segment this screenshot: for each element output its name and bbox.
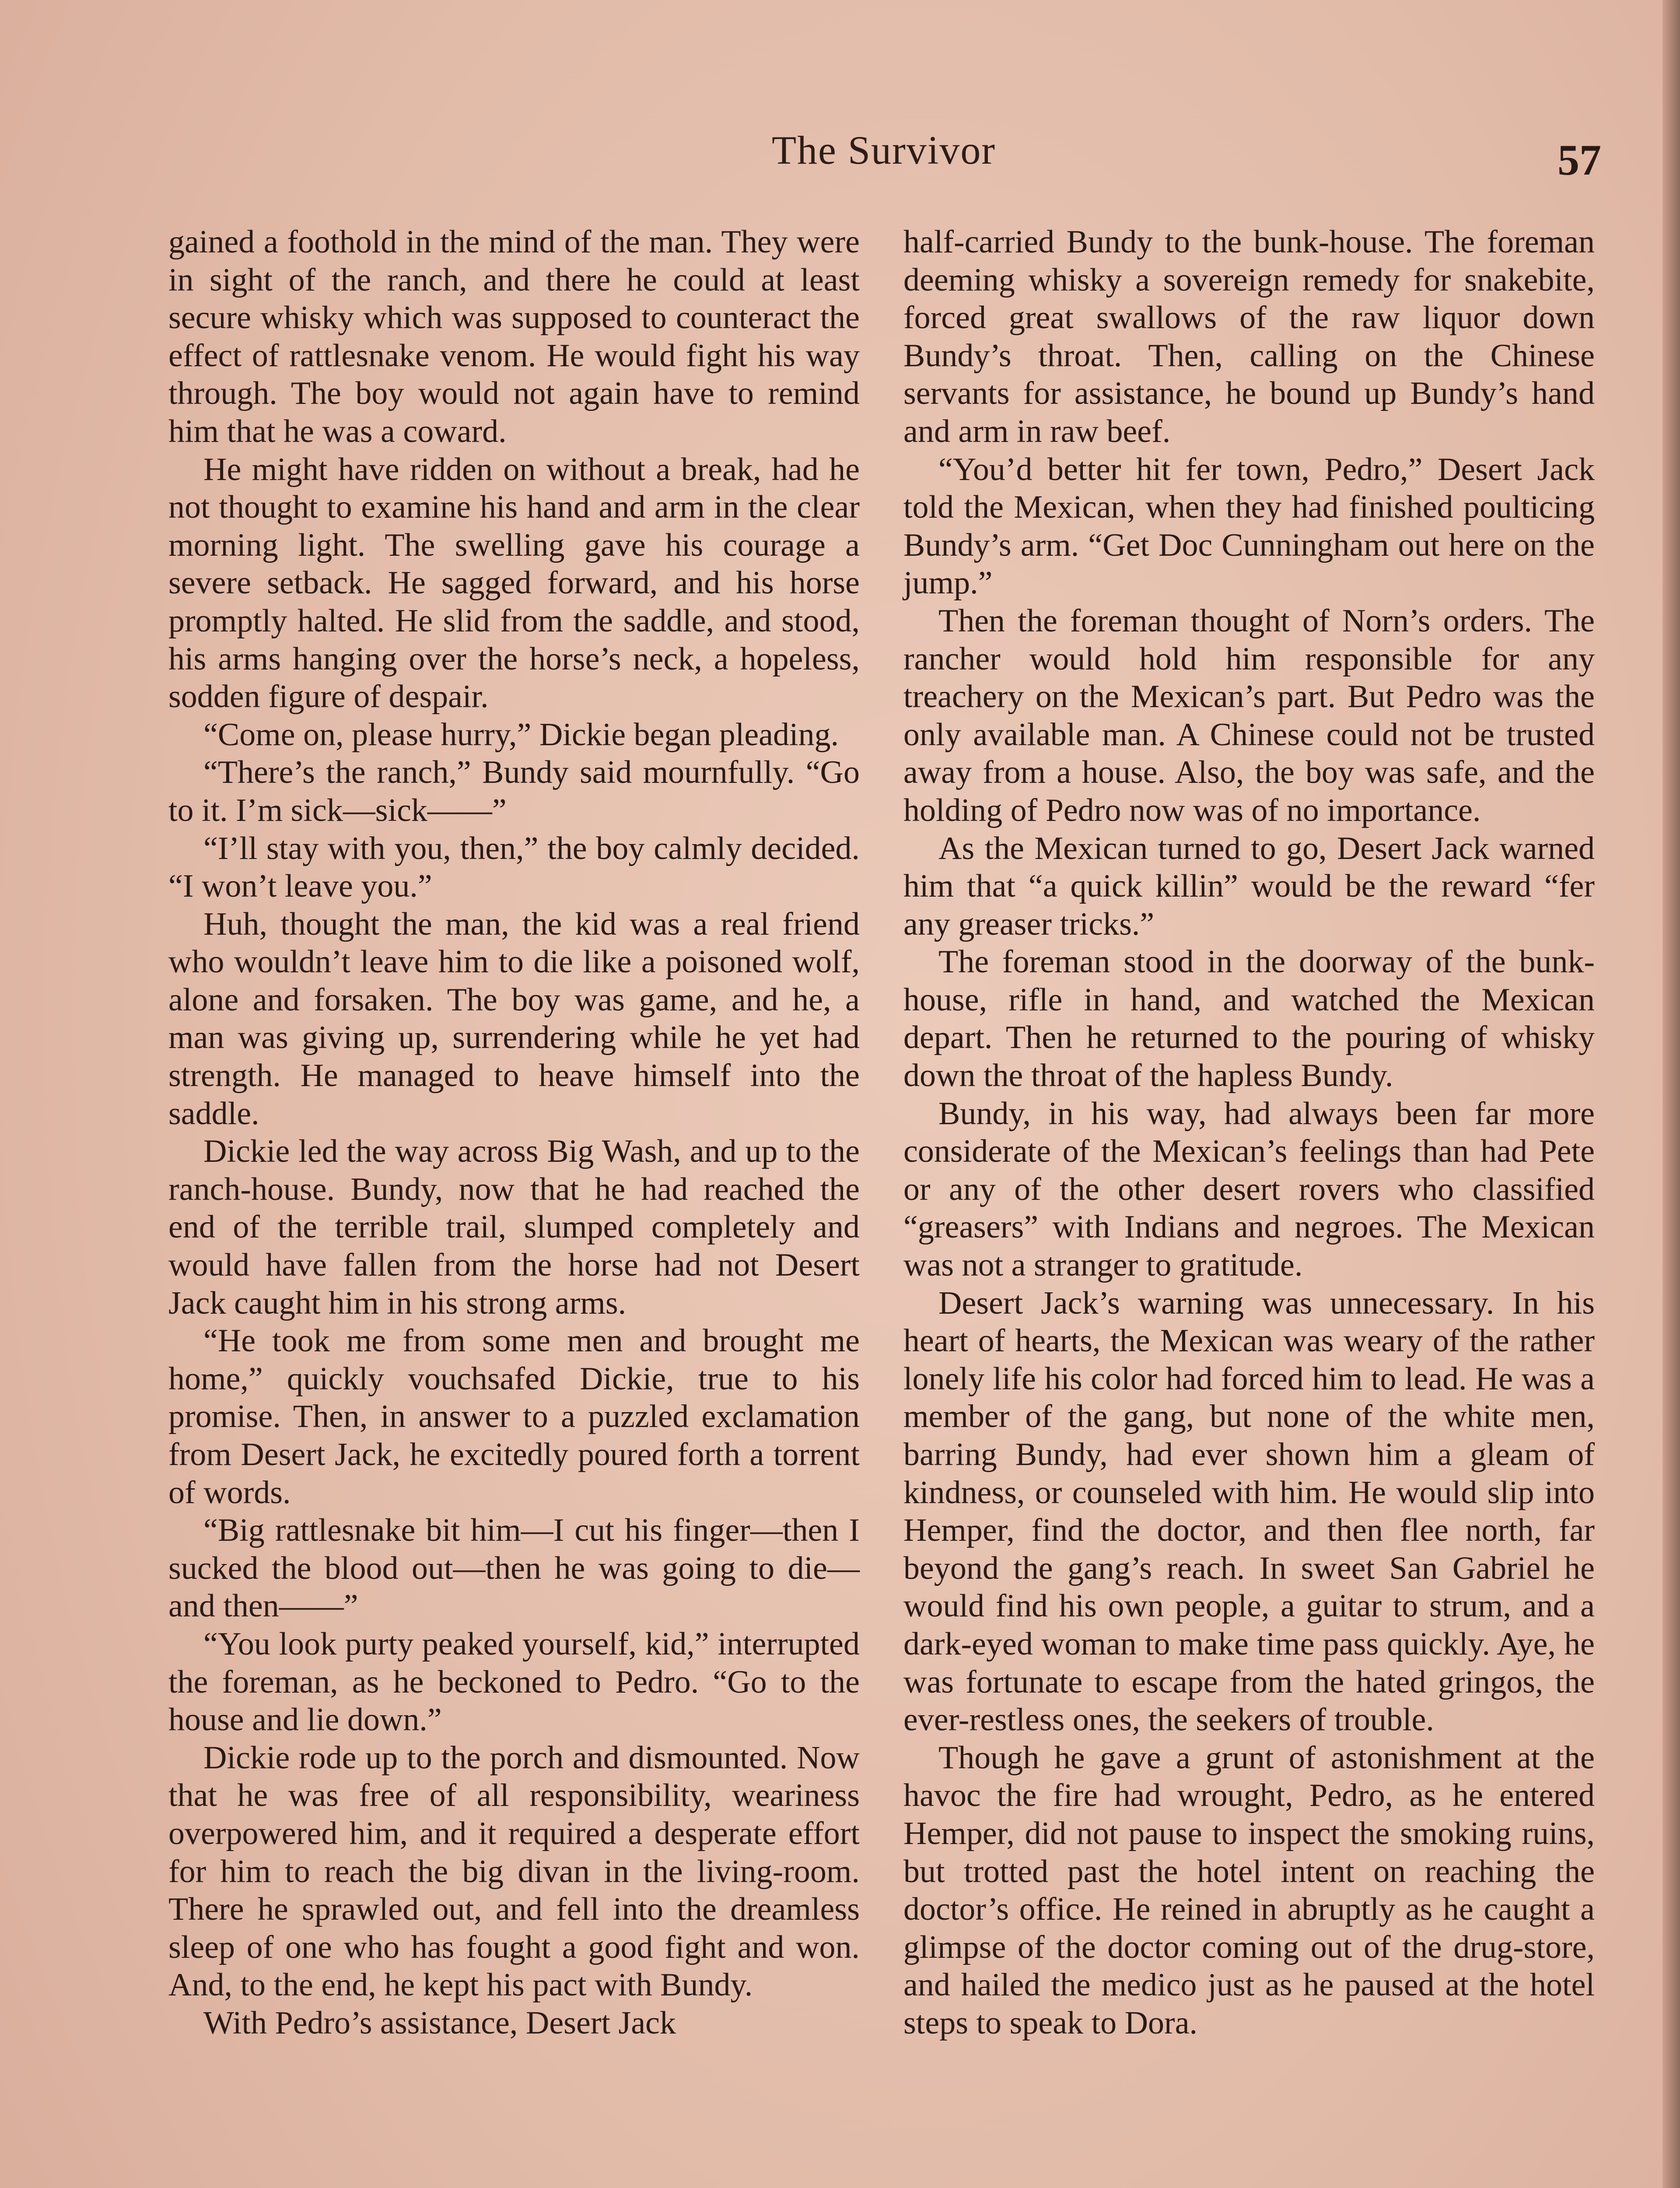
- page-number: 57: [1558, 136, 1601, 184]
- paragraph: Huh, thought the man, the kid was a real friend who wouldn’t leave him to die like a poisoned wolf, alone and forsaken. The boy was game, and he, a man was giving up, surrendering while he yet had strength. He managed to heave himself into the saddle.: [168, 906, 860, 1132]
- paragraph: Desert Jack’s warning was unnecessary. In his heart of hearts, the Mexican was weary of the rather lonely life his color had forced him to lead. He was a member of the gang, but none of the white men, barring Bundy, had ever shown him a gleam of kindness, or counseled with him. He would slip into Hemper, find the doctor, and then flee north, far beyond the gang’s reach. In sweet San Gabriel he would find his own people, a guitar to strum, and a dark-eyed woman to make time pass quickly. Aye, he was fortunate to escape from the hated gringos, the ever-restless ones, the seekers of trouble.: [903, 1285, 1595, 1738]
- paragraph: “You’d better hit fer town, Pedro,” Desert Jack told the Mexican, when they had finished poulticing Bundy’s arm. “Get Doc Cunningham out here on the jump.”: [903, 451, 1595, 601]
- paragraph: Then the foreman thought of Norn’s orders. The rancher would hold him responsible for any treachery on the Mexican’s part. But Pedro was the only available man. A Chinese could not be trusted away from a house. Also, the boy was safe, and the holding of Pedro now was of no importance.: [903, 603, 1595, 828]
- paragraph: The foreman stood in the doorway of the bunk-house, rifle in hand, and watched the Mexican depart. Then he returned to the pouring of whisky down the throat of the hapless Bundy.: [903, 944, 1595, 1094]
- paragraph: gained a foothold in the mind of the man. They were in sight of the ranch, and there he could at least secure whisky which was supposed to counteract the effect of rattlesnake venom. He would fight his way through. The boy would not again have to remind him that he was a coward.: [168, 224, 860, 449]
- paragraph: “There’s the ranch,” Bundy said mournfully. “Go to it. I’m sick—sick——”: [168, 754, 860, 828]
- paragraph: “I’ll stay with you, then,” the boy calmly decided. “I won’t leave you.”: [168, 830, 860, 905]
- paragraph: Dickie rode up to the porch and dismounted. Now that he was free of all responsibility, weariness overpowered him, and it required a desperate effort for him to reach the big divan in the living-room. There he sprawled out, and fell into the dreamless sleep of one who has fought a good fight and won. And, to the end, he kept his pact with Bundy.: [168, 1739, 860, 2003]
- page-edge: [1662, 0, 1680, 2188]
- paragraph: “He took me from some men and brought me home,” quickly vouchsafed Dickie, true to his promise. Then, in answer to a puzzled exclamation from Desert Jack, he excitedly poured forth a torrent of words.: [168, 1323, 860, 1511]
- paragraph: half-carried Bundy to the bunk-house. The foreman deeming whisky a sovereign remedy for snakebite, forced great swallows of the raw liquor down Bundy’s throat. Then, calling on the Chinese servants for assistance, he bound up Bundy’s hand and arm in raw beef.: [903, 224, 1595, 449]
- paragraph: “You look purty peaked yourself, kid,” interrupted the foreman, as he beckoned to Pedro. “Go to the house and lie down.”: [168, 1626, 860, 1738]
- paragraph: With Pedro’s assistance, Desert Jack: [203, 2005, 676, 2041]
- left-text-column: [168, 223, 860, 2042]
- paragraph: “Big rattlesnake bit him—I cut his finger—then I sucked the blood out—then he was going to die—and then——”: [168, 1512, 860, 1624]
- paragraph: He might have ridden on without a break, had he not thought to examine his hand and arm in the clear morning light. The swelling gave his courage a severe setback. He sagged forward, and his horse promptly halted. He slid from the saddle, and stood, his arms hanging over the horse’s neck, a hopeless, sodden figure of despair.: [168, 451, 860, 715]
- paragraph: Bundy, in his way, had always been far more considerate of the Mexican’s feelings than had Pete or any of the other desert rovers who classified “greasers” with Indians and negroes. The Mexican was not a stranger to gratitude.: [903, 1095, 1595, 1283]
- running-title: The Survivor: [771, 128, 996, 172]
- page-header: [0, 127, 1680, 188]
- right-text-column: [903, 223, 1595, 2042]
- paragraph: As the Mexican turned to go, Desert Jack warned him that “a quick killin” would be the reward “fer any greaser tricks.”: [903, 830, 1595, 942]
- paragraph: “Come on, please hurry,” Dickie began pleading.: [203, 716, 839, 753]
- paragraph: Though he gave a grunt of astonishment at the havoc the fire had wrought, Pedro, as he entered Hemper, did not pause to inspect the smoking ruins, but trotted past the hotel intent on reaching the doctor’s office. He reined in abruptly as he caught a glimpse of the doctor coming out of the drug-store, and hailed the medico just as he paused at the hotel steps to speak to Dora.: [903, 1739, 1595, 2041]
- paragraph: Dickie led the way across Big Wash, and up to the ranch-house. Bundy, now that he had reached the end of the terrible trail, slumped completely and would have fallen from the horse had not Desert Jack caught him in his strong arms.: [168, 1133, 860, 1321]
